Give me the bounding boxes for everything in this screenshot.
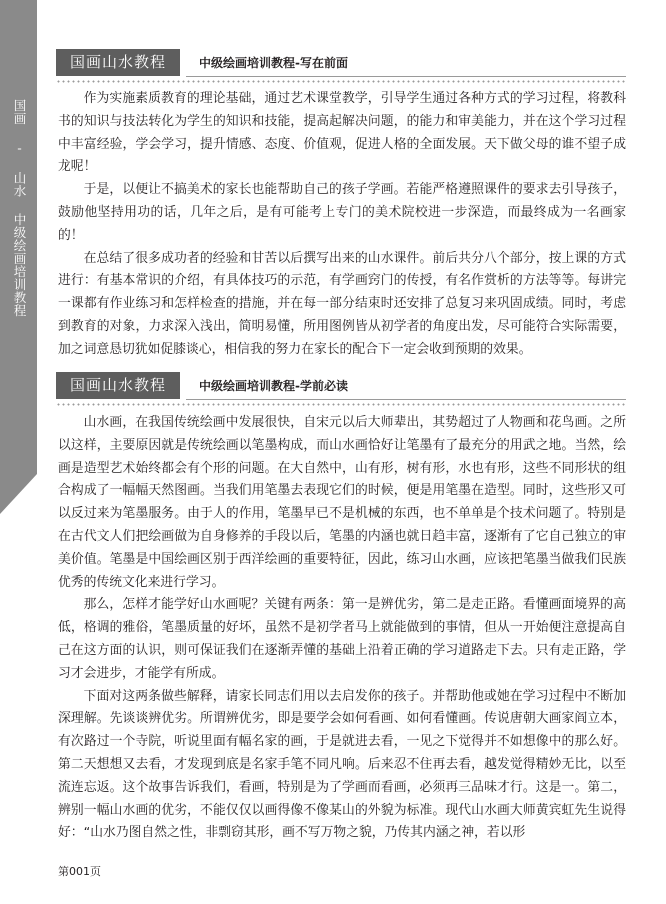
header-rule <box>186 76 626 77</box>
side-spine <box>0 0 37 904</box>
paragraph: 下面对这两条做些解释，请家长同志们用以去启发你的孩子。并帮助他或她在学习过程中不断加深理解。先谈谈辨优劣。所谓辨优劣，即是要学会如何看画、如何看懂画。传说唐朝大画家阎立本，有次路过一个寺院，听说里面有幅名家的画，于是就进去看，一见之下觉得并不如想像中的那么好。第二天想想又去看，才发现到底是名家手笔不同凡响。后来忍不住再去看，越发觉得精妙无比，以至流连忘返。这个故事告诉我们，看画，特别是为了学画而看画，必须再三品味才行。这是一。第二，辨别一幅山水画的优劣，不能仅仅以画得像不像某山的外貌为标准。现代山水画大师黄宾虹先生说得好：“山水乃图自然之性，非剽窃其形，画不写万物之貌，乃传其内涵之神，若以形 <box>58 688 626 841</box>
spine-corner-decoration <box>0 474 37 904</box>
section-body-prestudy <box>58 412 626 845</box>
section-subtitle: 中级绘画培训教程-写在前面 <box>199 56 348 70</box>
section-tag: 国画山水教程 <box>56 372 180 399</box>
dotted-divider <box>56 80 626 83</box>
paragraph: 于是，以便让不搞美术的家长也能帮助自己的孩子学画。若能严格遵照课件的要求去引导孩子，鼓励他坚持用功的话，几年之后，是有可能考上专门的美术院校进一步深造，而最终成为一名画家的！ <box>58 182 626 243</box>
dotted-divider <box>56 403 626 406</box>
section-header-intro <box>56 49 626 83</box>
spine-title: 国画 - 山水 中级绘画培训教程 <box>12 99 27 317</box>
paragraph: 山水画，在我国传统绘画中发展很快，自宋元以后大师辈出，其势超过了人物画和花鸟画。之所以这样，主要原因就是传统绘画以笔墨构成，而山水画恰好让笔墨有了最充分的用武之地。当然，绘画是造型艺术始终都会有个形的问题。在大自然中，山有形，树有形，水也有形，这些不同形状的组合构成了一幅幅天然图画。当我们用笔墨去表现它们的时候，便是用笔墨在造型。同时，这些形又可以反过来为笔墨服务。由于人的作用，笔墨早已不是机械的东西，也不单单是个技术问题了。特别是在古代文人们把绘画做为自身修养的手段以后，笔墨的内涵也就日趋丰富，逐渐有了它自己独立的审美价值。笔墨是中国绘画区别于西洋绘画的重要特征，因此，练习山水画，应该把笔墨当做我们民族优秀的传统文化来进行学习。 <box>58 415 626 590</box>
paragraph: 作为实施素质教育的理论基础，通过艺术课堂教学，引导学生通过各种方式的学习过程，将教科书的知识与技法转化为学生的知识和技能，提高起解决问题，的能力和审美能力，并在这个学习过程中丰富经验，学会学习，提升情感、态度、价值观，促进人格的全面发展。天下做父母的谁不望子成龙呢！ <box>58 91 626 175</box>
paragraph: 那么，怎样才能学好山水画呢？关键有两条：第一是辨优劣，第二是走正路。看懂画面境界的高低，格调的雅俗，笔墨质量的好坏，虽然不是初学者马上就能做到的事情，但从一开始便注意提高自己在这方面的认识，则可保证我们在逐渐弄懂的基础上沿着正确的学习道路走下去。只有走正路，学习才会进步，才能学有所成。 <box>58 597 626 681</box>
section-tag: 国画山水教程 <box>56 49 180 76</box>
section-subtitle: 中级绘画培训教程-学前必读 <box>199 379 348 393</box>
paragraph: 在总结了很多成功者的经验和甘苦以后撰写出来的山水课件。前后共分八个部分，按上课的方式进行：有基本常识的介绍，有具体技巧的示范，有学画窍门的传授，有名作赏析的方法等等。每讲完一课都有作业练习和怎样检查的措施，并在每一部分结束时还安排了总复习来巩固成绩。同时，考虑到教育的对象，力求深入浅出，简明易懂，所用图例皆从初学者的角度出发，尽可能符合实际需要，加之词意恳切犹如促膝谈心，相信我的努力在家长的配合下一定会收到预期的效果。 <box>58 250 626 357</box>
section-header-prestudy <box>56 372 626 406</box>
header-rule <box>186 399 626 400</box>
page-number: 第001页 <box>58 865 101 878</box>
section-body-intro <box>58 88 626 362</box>
